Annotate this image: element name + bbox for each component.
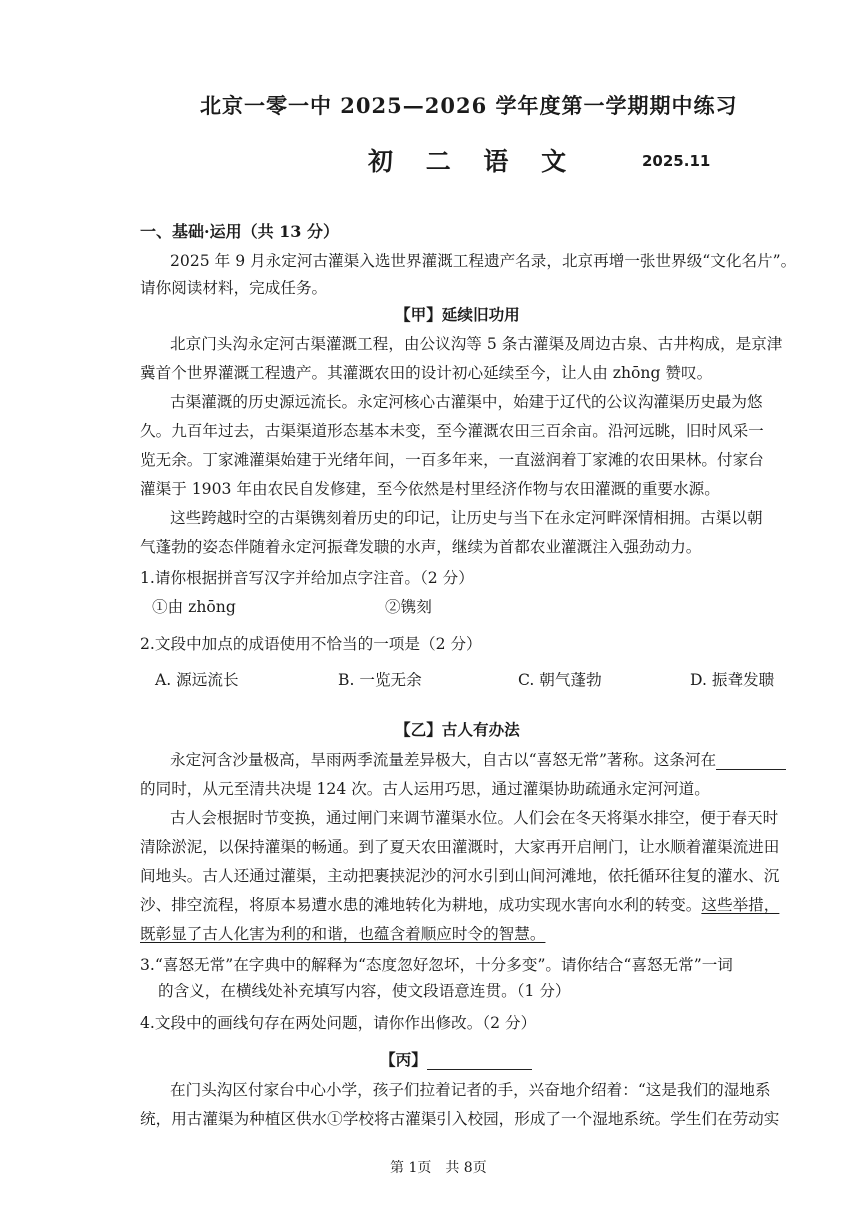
subject-title: 初 二 语 文 xyxy=(368,147,579,176)
question-3-line2: 的含义，在横线处补充填写内容，使文段语意连贯。（1 分） xyxy=(158,982,571,1000)
yi-line1-text: 永定河含沙量极高，旱雨两季流量差异极大，自古以“喜怒无常”著称。这条河在 xyxy=(170,751,717,769)
passage-jia-title: 【甲】延续旧功用 xyxy=(395,305,520,324)
page-footer: 第 1页 共 8页 xyxy=(390,1160,487,1176)
yi-para2-line xyxy=(140,893,779,915)
question-1: 1.请你根据拼音写汉字并给加点字注音。（2 分） xyxy=(140,569,474,587)
underlined-sentence: 既彰显了古人化害为利的和谐，也蕴含着顺应时令的智慧。 xyxy=(140,925,546,943)
option-a: A. 源远流长 xyxy=(155,671,239,689)
passage-bing-label: 【丙】 xyxy=(380,1050,427,1069)
jia-line: 览无余。丁家滩灌渠始建于光绪年间，一百多年来，一直滋润着丁家滩的农田果林。付家台 xyxy=(140,451,764,469)
jia-line: 古渠灌溉的历史源远流长。永定河核心古灌渠中，始建于辽代的公议沟灌渠历史最为悠 xyxy=(170,393,763,411)
question-1-item-a: ①由 zhōng xyxy=(152,598,236,616)
question-3-line1: 3.“喜怒无常”在字典中的解释为“态度忽好忽坏，十分多变”。请你结合“喜怒无常”一词 xyxy=(140,956,733,974)
question-1-item-b: ②镌刻 xyxy=(385,598,432,616)
passage-bing-title xyxy=(380,1048,532,1070)
section-heading: 一、基础·运用（共 13 分） xyxy=(140,222,339,241)
exam-title: 北京一零一中 2025—2026 学年度第一学期期中练习 xyxy=(200,93,738,118)
jia-line: 这些跨越时空的古渠镌刻着历史的印记，让历史与当下在永定河畔深情相拥。古渠以朝 xyxy=(170,509,763,527)
bing-line2: 统，用古灌渠为种植区供水①学校将古灌渠引入校园，形成了一个湿地系统。学生们在劳动实 xyxy=(140,1110,780,1128)
yi-para2-line: 间地头。古人还通过灌渠，主动把裹挟泥沙的河水引到山间河滩地，依托循环往复的灌水、沉 xyxy=(140,867,780,885)
yi-para2-line: 古人会根据时节变换，通过闸门来调节灌渠水位。人们会在冬天将渠水排空，便于春天时 xyxy=(170,809,779,827)
jia-line: 冀首个世界灌溉工程遗产。其灌溉农田的设计初心延续至今，让人由 zhōng 赞叹。 xyxy=(140,364,713,382)
option-d: D. 振聋发聩 xyxy=(690,671,775,689)
intro-text-line2: 请你阅读材料，完成任务。 xyxy=(140,279,328,297)
jia-line: 气蓬勃的姿态伴随着永定河振聋发聩的水声，继续为首都农业灌溉注入强劲动力。 xyxy=(140,538,702,556)
bing-line1: 在门头沟区付家台中心小学，孩子们拉着记者的手，兴奋地介绍着：“这是我们的湿地系 xyxy=(170,1081,771,1099)
option-c: C. 朝气蓬勃 xyxy=(518,671,602,689)
title-blank-line[interactable] xyxy=(427,1050,532,1070)
underlined-sentence-start: 这些举措， xyxy=(701,896,780,914)
question-2: 2.文段中加点的成语使用不恰当的一项是（2 分） xyxy=(140,635,482,653)
jia-line: 灌渠于 1903 年由农民自发修建，至今依然是村里经济作物与农田灌溉的重要水源。 xyxy=(140,480,720,498)
yi-line2: 的同时，从元至清共决堤 124 次。古人运用巧思，通过灌渠协助疏通永定河河道。 xyxy=(140,780,710,798)
jia-line: 北京门头沟永定河古渠灌溉工程，由公议沟等 5 条古灌渠及周边古泉、古井构成，是京津 xyxy=(170,335,783,353)
intro-text-line1: 2025 年 9 月永定河古灌渠入选世界灌溉工程遗产名录，北京再增一张世界级“文化名片”。 xyxy=(170,252,797,270)
exam-date: 2025.11 xyxy=(642,152,711,170)
option-b: B. 一览无余 xyxy=(338,671,422,689)
yi-para2-text: 沙、排空流程，将原本易遭水患的滩地转化为耕地，成功实现水害向水利的转变。 xyxy=(140,896,702,914)
jia-line: 久。九百年过去，古渠渠道形态基本未变，至今灌溉农田三百余亩。沿河远眺，旧时风采一 xyxy=(140,422,764,440)
fill-blank-line[interactable] xyxy=(716,751,786,770)
yi-para2-line: 清除淤泥，以保持灌渠的畅通。到了夏天农田灌溉时，大家再开启闸门，让水顺着灌渠流进田 xyxy=(140,838,780,856)
question-4: 4.文段中的画线句存在两处问题，请你作出修改。（2 分） xyxy=(140,1014,537,1032)
passage-yi-title: 【乙】古人有办法 xyxy=(395,720,520,739)
yi-line1 xyxy=(170,748,786,770)
